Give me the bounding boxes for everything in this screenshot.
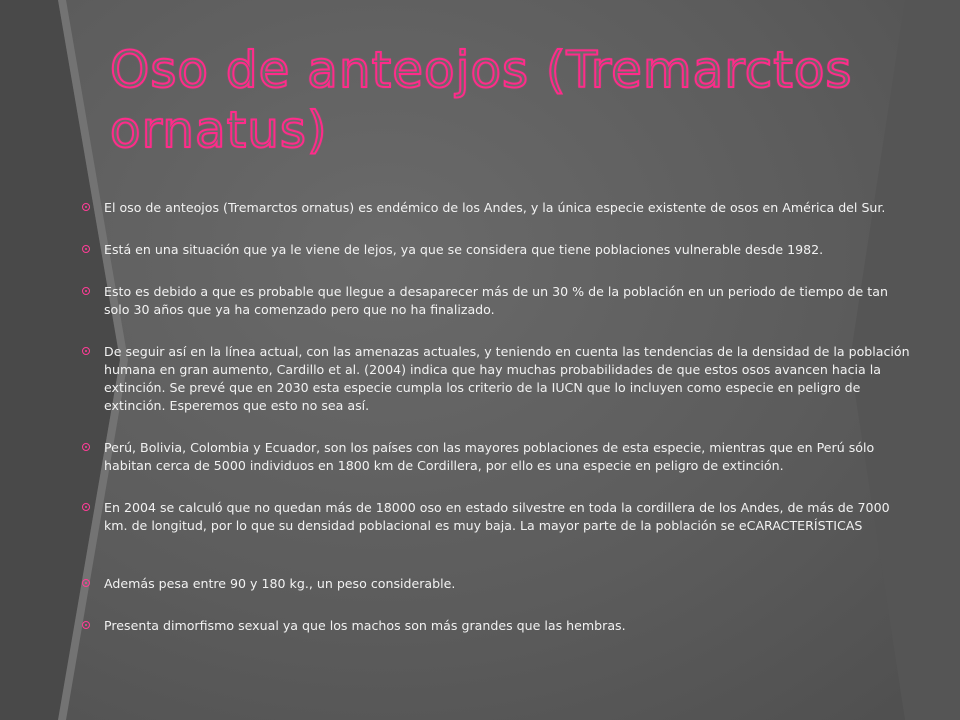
bullet-item: [82, 439, 912, 475]
bullet-text: Está en una situación que ya le viene de lejos, ya que se considera que tiene poblaciones vulnerable desde 1982.: [104, 242, 824, 257]
bullet-circle-icon: [82, 245, 90, 253]
bullet-circle-icon: [82, 579, 90, 587]
bullet-item: [82, 575, 912, 593]
bullet-circle-icon: [82, 621, 90, 629]
bullet-text: Presenta dimorfismo sexual ya que los machos son más grandes que las hembras.: [104, 618, 626, 633]
bullet-item: [82, 241, 912, 259]
bullet-item: [82, 617, 912, 635]
bullet-circle-icon: [82, 347, 90, 355]
bullet-item: [82, 283, 912, 319]
bullet-text: De seguir así en la línea actual, con las amenazas actuales, y teniendo en cuenta las tendencias de la densidad de la población humana en gran aumento, Cardillo et al. (2004) indica que hay muchas probabilidades de que estos osos avancen hacia la extinción. Se prevé que en 2030 esta especie cumpla los criterio de la IUCN que lo incluyen como especie en peligro de extinción. Esperemos que esto no sea así.: [104, 344, 910, 413]
bullet-circle-icon: [82, 203, 90, 211]
slide-title: Oso de anteojos (Tremarctos ornatus): [110, 41, 853, 159]
bullet-item: [82, 343, 912, 415]
bullet-text: Perú, Bolivia, Colombia y Ecuador, son los países con las mayores poblaciones de esta especie, mientras que en Perú sólo habitan cerca de 5000 individuos en 1800 km de Cordillera, por ello es una especie en peligro de extinción.: [104, 440, 875, 473]
bullet-text: Además pesa entre 90 y 180 kg., un peso considerable.: [104, 576, 456, 591]
bullet-circle-icon: [82, 443, 90, 451]
bullet-list: [82, 199, 912, 635]
bullet-circle-icon: [82, 287, 90, 295]
bullet-text: Esto es debido a que es probable que llegue a desaparecer más de un 30 % de la población en un periodo de tiempo de tan solo 30 años que ya ha comenzado pero que no ha finalizado.: [104, 284, 888, 317]
bullet-text: En 2004 se calculó que no quedan más de 18000 oso en estado silvestre en toda la cordillera de los Andes, de más de 7000 km. de longitud, por lo que su densidad poblacional es muy baja. La mayor parte de la población se eCARACTERÍSTICAS: [104, 500, 890, 533]
bullet-item: [82, 199, 912, 217]
bullet-text: El oso de anteojos (Tremarctos ornatus) es endémico de los Andes, y la única especie existente de osos en América del Sur.: [104, 200, 886, 215]
bullet-item: [82, 499, 912, 535]
bullet-circle-icon: [82, 503, 90, 511]
